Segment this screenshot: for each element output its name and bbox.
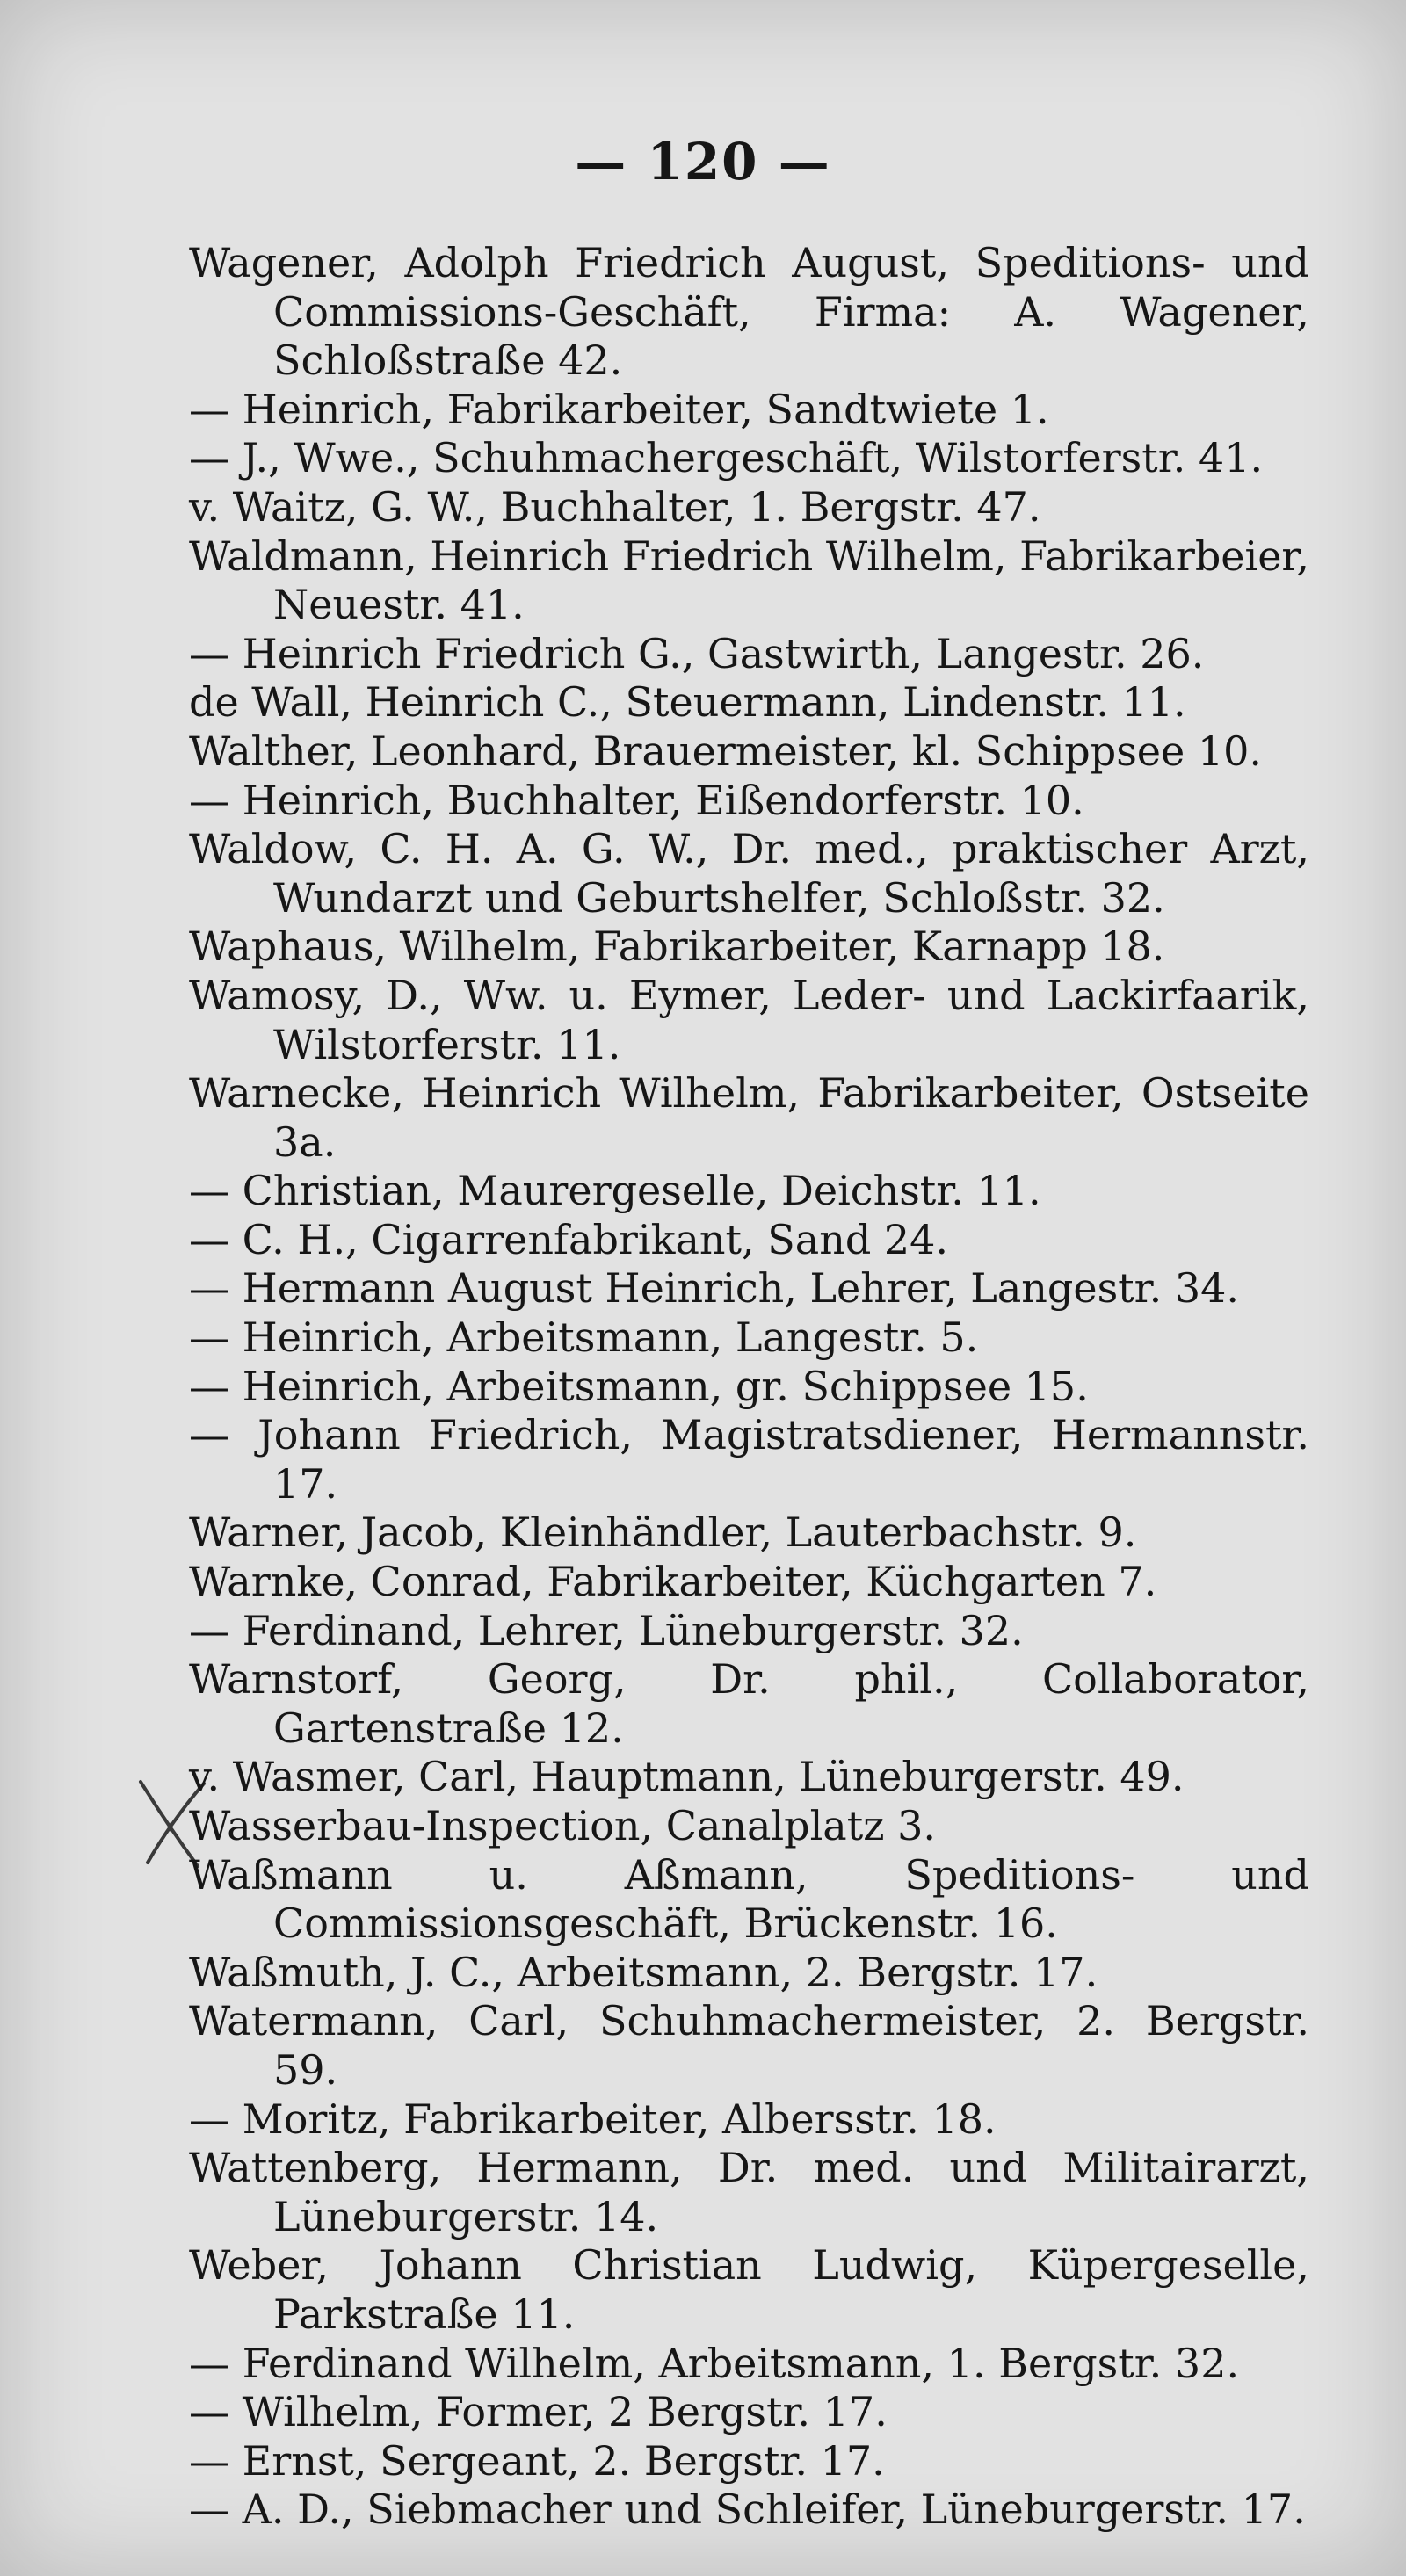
directory-entry: — Moritz, Fabrikarbeiter, Albersstr. 18. — [189, 2095, 997, 2143]
directory-entry: — Ferdinand Wilhelm, Arbeitsmann, 1. Bergstr. 32. — [189, 2339, 1240, 2387]
directory-entry: v. Wasmer, Carl, Hauptmann, Lüneburgerstr. 49. — [189, 1753, 1185, 1801]
directory-entry: — Heinrich, Arbeitsmann, Langestr. 5. — [189, 1313, 979, 1362]
directory-entry: Wagener, Adolph Friedrich August, Speditions- und Commissions-Geschäft, Firma: A. Wagener, Schloßstraße 42. — [189, 239, 1309, 385]
page-number: — 120 — — [575, 132, 831, 192]
directory-entry: Waldmann, Heinrich Friedrich Wilhelm, Fabrikarbeier, Neuestr. 41. — [189, 532, 1309, 629]
directory-entry: Waldow, C. H. A. G. W., Dr. med., praktischer Arzt, Wundarzt und Geburtshelfer, Schloßstr. 32. — [189, 825, 1309, 922]
directory-entry: — Heinrich, Buchhalter, Eißendorferstr. 10. — [189, 776, 1084, 824]
directory-entry: — Ernst, Sergeant, 2. Bergstr. 17. — [189, 2436, 885, 2485]
directory-entry: — Heinrich Friedrich G., Gastwirth, Langestr. 26. — [189, 629, 1205, 677]
directory-entry: — Heinrich, Fabrikarbeiter, Sandtwiete 1. — [189, 385, 1049, 433]
directory-entry: Waphaus, Wilhelm, Fabrikarbeiter, Karnapp 18. — [189, 923, 1165, 971]
directory-entry: — Heinrich, Arbeitsmann, gr. Schippsee 15. — [189, 1362, 1089, 1410]
directory-entry: Waßmuth, J. C., Arbeitsmann, 2. Bergstr. 17. — [189, 1948, 1098, 1996]
directory-entry: Walther, Leonhard, Brauermeister, kl. Schippsee 10. — [189, 727, 1263, 775]
directory-entry: Warner, Jacob, Kleinhändler, Lauterbachstr. 9. — [189, 1509, 1137, 1557]
directory-entry: — Hermann August Heinrich, Lehrer, Langestr. 34. — [189, 1264, 1239, 1313]
directory-entry: — C. H., Cigarrenfabrikant, Sand 24. — [189, 1215, 949, 1263]
directory-entry: — Ferdinand, Lehrer, Lüneburgerstr. 32. — [189, 1606, 1024, 1654]
directory-entry: Warnecke, Heinrich Wilhelm, Fabrikarbeiter, Ostseite 3a. — [189, 1069, 1309, 1166]
directory-entry: Warnke, Conrad, Fabrikarbeiter, Küchgarten 7. — [189, 1558, 1157, 1606]
directory-entry: — Wilhelm, Former, 2 Bergstr. 17. — [189, 2388, 888, 2436]
directory-entry: Wamosy, D., Ww. u. Eymer, Leder- und Lackirfaarik, Wilstorferstr. 11. — [189, 971, 1309, 1068]
directory-entry: Wasserbau-Inspection, Canalplatz 3. — [189, 1802, 936, 1849]
directory-entry: de Wall, Heinrich C., Steuermann, Lindenstr. 11. — [189, 678, 1186, 727]
directory-entry: — J., Wwe., Schuhmachergeschäft, Wilstorferstr. 41. — [189, 434, 1264, 482]
directory-entry: Warnstorf, Georg, Dr. phil., Collaborator, Gartenstraße 12. — [189, 1655, 1309, 1752]
directory-entry: Watermann, Carl, Schuhmachermeister, 2. Bergstr. 59. — [189, 1997, 1309, 2094]
directory-entry: Weber, Johann Christian Ludwig, Küpergeselle, Parkstraße 11. — [189, 2241, 1309, 2338]
directory-entry: — Johann Friedrich, Magistratsdiener, Hermannstr. 17. — [189, 1411, 1309, 1508]
directory-entry: Waßmann u. Aßmann, Speditions- und Commissionsgeschäft, Brückenstr. 16. — [189, 1850, 1309, 1948]
directory-entry: v. Waitz, G. W., Buchhalter, 1. Bergstr. 47. — [189, 482, 1041, 531]
directory-entry: Wattenberg, Hermann, Dr. med. und Militairarzt, Lüneburgerstr. 14. — [189, 2144, 1309, 2240]
directory-entry: — A. D., Siebmacher und Schleifer, Lüneburgerstr. 17. — [189, 2486, 1306, 2534]
directory-entries — [189, 239, 1309, 2535]
directory-entry: — Christian, Maurergeselle, Deichstr. 11. — [189, 1167, 1041, 1215]
